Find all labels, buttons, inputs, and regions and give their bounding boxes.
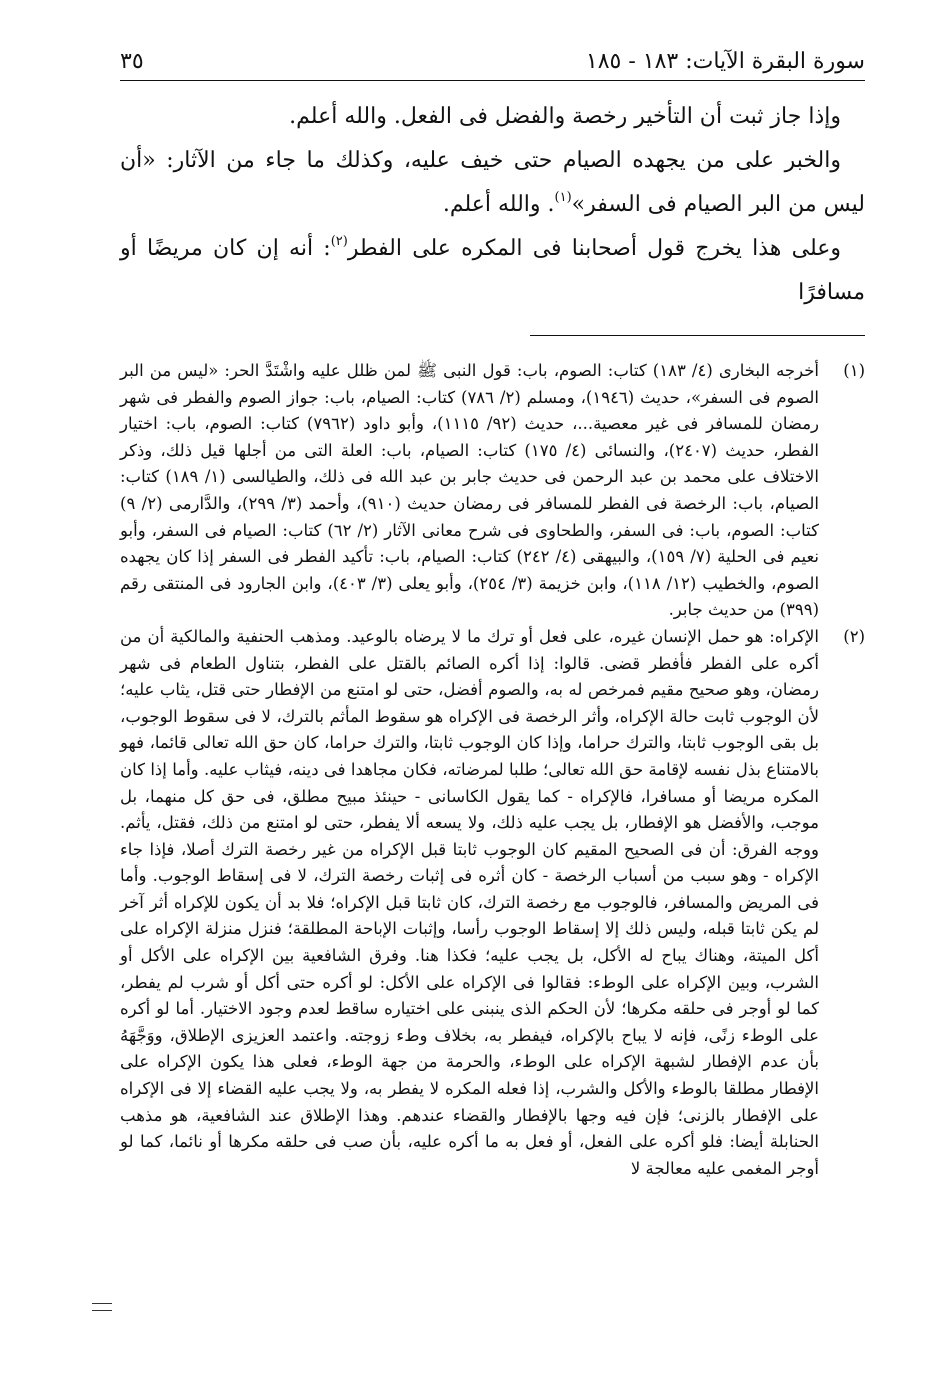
footnote-text: أخرجه البخارى (٤/ ١٨٣) كتاب: الصوم، باب: قول النبى ﷺ لمن ظلل عليه واشْتَدَّ الحر: «ليس من البر الصوم فى السفر»، حديث (١٩٤٦)، ومسلم (٢/ ٧٨٦) كتاب: الصيام، باب: جواز الصوم والفطر فى شهر رمضان للمسافر فى غير معصية...، حديث (٩٢/ ١١١٥)، وأبو داود (٧٩٦٢) كتاب: الصوم، باب: اختيار الفطر، حديث (٢٤٠٧)، والنسائى (٤/ ١٧٥) كتاب: الصيام، باب: العلة التى من أجلها قيل ذلك، وذكر الاختلاف على محمد بن عبد الرحمن فى حديث جابر بن عبد الله فى ذلك، والطيالسى (١/ ١٨٩) كتاب: الصيام، باب: الرخصة فى الفطر للمسافر فى رمضان حديث (٩١٠)، وأحمد (٣/ ٢٩٩)، والدَّارمى (٢/ ٩) كتاب: الصوم، باب: فى السفر، والطحاوى فى شرح معانى الآثار (٢/ ٦٢) كتاب: الصيام فى السفر، وأبو نعيم فى الحلية (٧/ ١٥٩)، والبيهقى (٤/ ٢٤٢) كتاب: الصيام، باب: تأكيد الفطر فى السفر إذا كان يجهده الصوم، والخطيب (١٢/ ١١٨)، وابن خزيمة (٣/ ٢٥٤)، وأبو يعلى (٣/ ٤٠٣)، وابن الجارود فى المنتقى رقم (٣٩٩) من حديث جابر.: [120, 361, 820, 620]
footnote-separator: [530, 335, 865, 336]
paragraph-3: [120, 227, 865, 315]
footnote-number: (٢): [843, 626, 865, 646]
paragraph-3-text: وعلى هذا يخرج قول أصحابنا فى المكره على الفطر: [347, 236, 841, 261]
paragraph-2: [120, 139, 865, 227]
paragraph-1: وإذا جاز ثبت أن التأخير رخصة والفضل فى الفعل. والله أعلم.: [289, 104, 841, 129]
page-header: [120, 40, 865, 81]
footnote-1: [120, 358, 865, 624]
paragraph-2-text: والخبر على من يجهده الصيام حتى خيف عليه، وكذلك ما جاء من الآثار: «أن ليس من البر الصيام فى السفر»: [120, 148, 865, 217]
footnote-ref-1[interactable]: (١): [554, 190, 572, 205]
page-number: ٣٥: [120, 49, 144, 74]
book-page: [120, 40, 865, 1182]
footnote-text: الإكراه: هو حمل الإنسان غيره، على فعل أو ترك ما لا يرضاه بالوعيد. ومذهب الحنفية والمالكية أن من أكره على الفطر فأفطر قضى. قالوا: إذا أكره الصائم بالقتل على الفطر، بتناول الطعام فى شهر رمضان، وهو صحيح مقيم فمرخص له به، والصوم أفضل، حتى لو امتنع من الإفطار حتى قتل، يثاب عليه؛ لأن الوجوب ثابت حالة الإكراه، وأثر الرخصة فى الإكراه هو سقوط المأثم بالترك، لا فى سقوط الوجوب، بل بقى الوجوب ثابتا، والترك حراما، وإذا كان الوجوب ثابتا، والترك حراما، كان حق الله تعالى قائما، فهو بالامتناع بذل نفسه لإقامة حق الله تعالى؛ طلبا لمرضاته، فكان مجاهدا فى دينه، فيثاب عليه. وأما إذا كان المكره مريضا أو مسافرا، فالإكراه - كما يقول الكاسانى - حينئذ مبيح مطلق، فى حق كل منهما، بل موجب، والأفضل هو الإفطار، بل يجب عليه ذلك، ولا يسعه ألا يفطر، حتى لو امتنع من ذلك، فقتل، يأثم. ووجه الفرق: أن فى الصحيح المقيم كان الوجوب ثابتا قبل الإكراه من غير رخصة الترك أصلا، فإذا جاء الإكراه - وهو سبب من أسباب الرخصة - كان أثره فى إثبات رخصة الترك، لا فى إسقاط الوجوب. وأما فى المريض والمسافر، فالوجوب مع رخصة الترك، كان ثابتا قبل الإكراه؛ فلا بد أن يكون للإكراه أثر آخر لم يكن ثابتا قبله، وليس ذلك إلا إسقاط الوجوب رأسا، وإثبات الإباحة المطلقة؛ فنزل منزلة الإكراه على أكل الميتة، وهناك يباح له الأكل، بل يجب عليه؛ فكذا هنا. وفرق الشافعية بين الإكراه على الأكل أو الشرب، وبين الإكراه على الوطء: فقالوا فى الإكراه على الأكل: لو أكره حتى أكل أو شرب لم يفطر، كما لو أوجر فى حلقه مكرها؛ لأن الحكم الذى ينبنى على اختياره ساقط لعدم وجود الاختيار. أما لو أكره على الوطء زنًى، فإنه لا يباح بالإكراه، فيفطر به، بخلاف وطء زوجته. واعتمد العزيزى الإطلاق، ووَجَّهَهُ بأن عدم الإفطار لشبهة الإكراه على الوطء، والحرمة من جهة الوطء، فعلى هذا يكون الإكراه على الإفطار مطلقا بالوطء والأكل والشرب، إذا فعله المكره لا يفطر به، ولا يجب عليه القضاء إلا فى الإكراه على الإفطار بالزنى؛ فإن فيه وجها بالإفطار والقضاء عندهم. وهذا الإطلاق عند الشافعية، هو مذهب الحنابلة أيضا: فلو أكره على الفعل، أو فعل به ما أكره عليه، بأن صب فى حلقه مكرها أو نائما، كما لو أوجر المغمى عليه معالجة لا: [120, 626, 819, 1178]
paragraph-2-end: . والله أعلم.: [442, 192, 555, 217]
footnote-2: [120, 624, 865, 1182]
continuation-mark: [92, 1303, 112, 1311]
footnotes: [120, 358, 865, 1182]
footnote-number: (١): [843, 361, 865, 380]
running-title: سورة البقرة الآيات: ١٨٣ - ١٨٥: [585, 49, 865, 74]
paragraph-3-end: : أنه إن كان مريضًا أو مسافرًا: [120, 236, 865, 305]
footnote-ref-2[interactable]: (٢): [330, 234, 348, 249]
main-text: [120, 95, 865, 315]
